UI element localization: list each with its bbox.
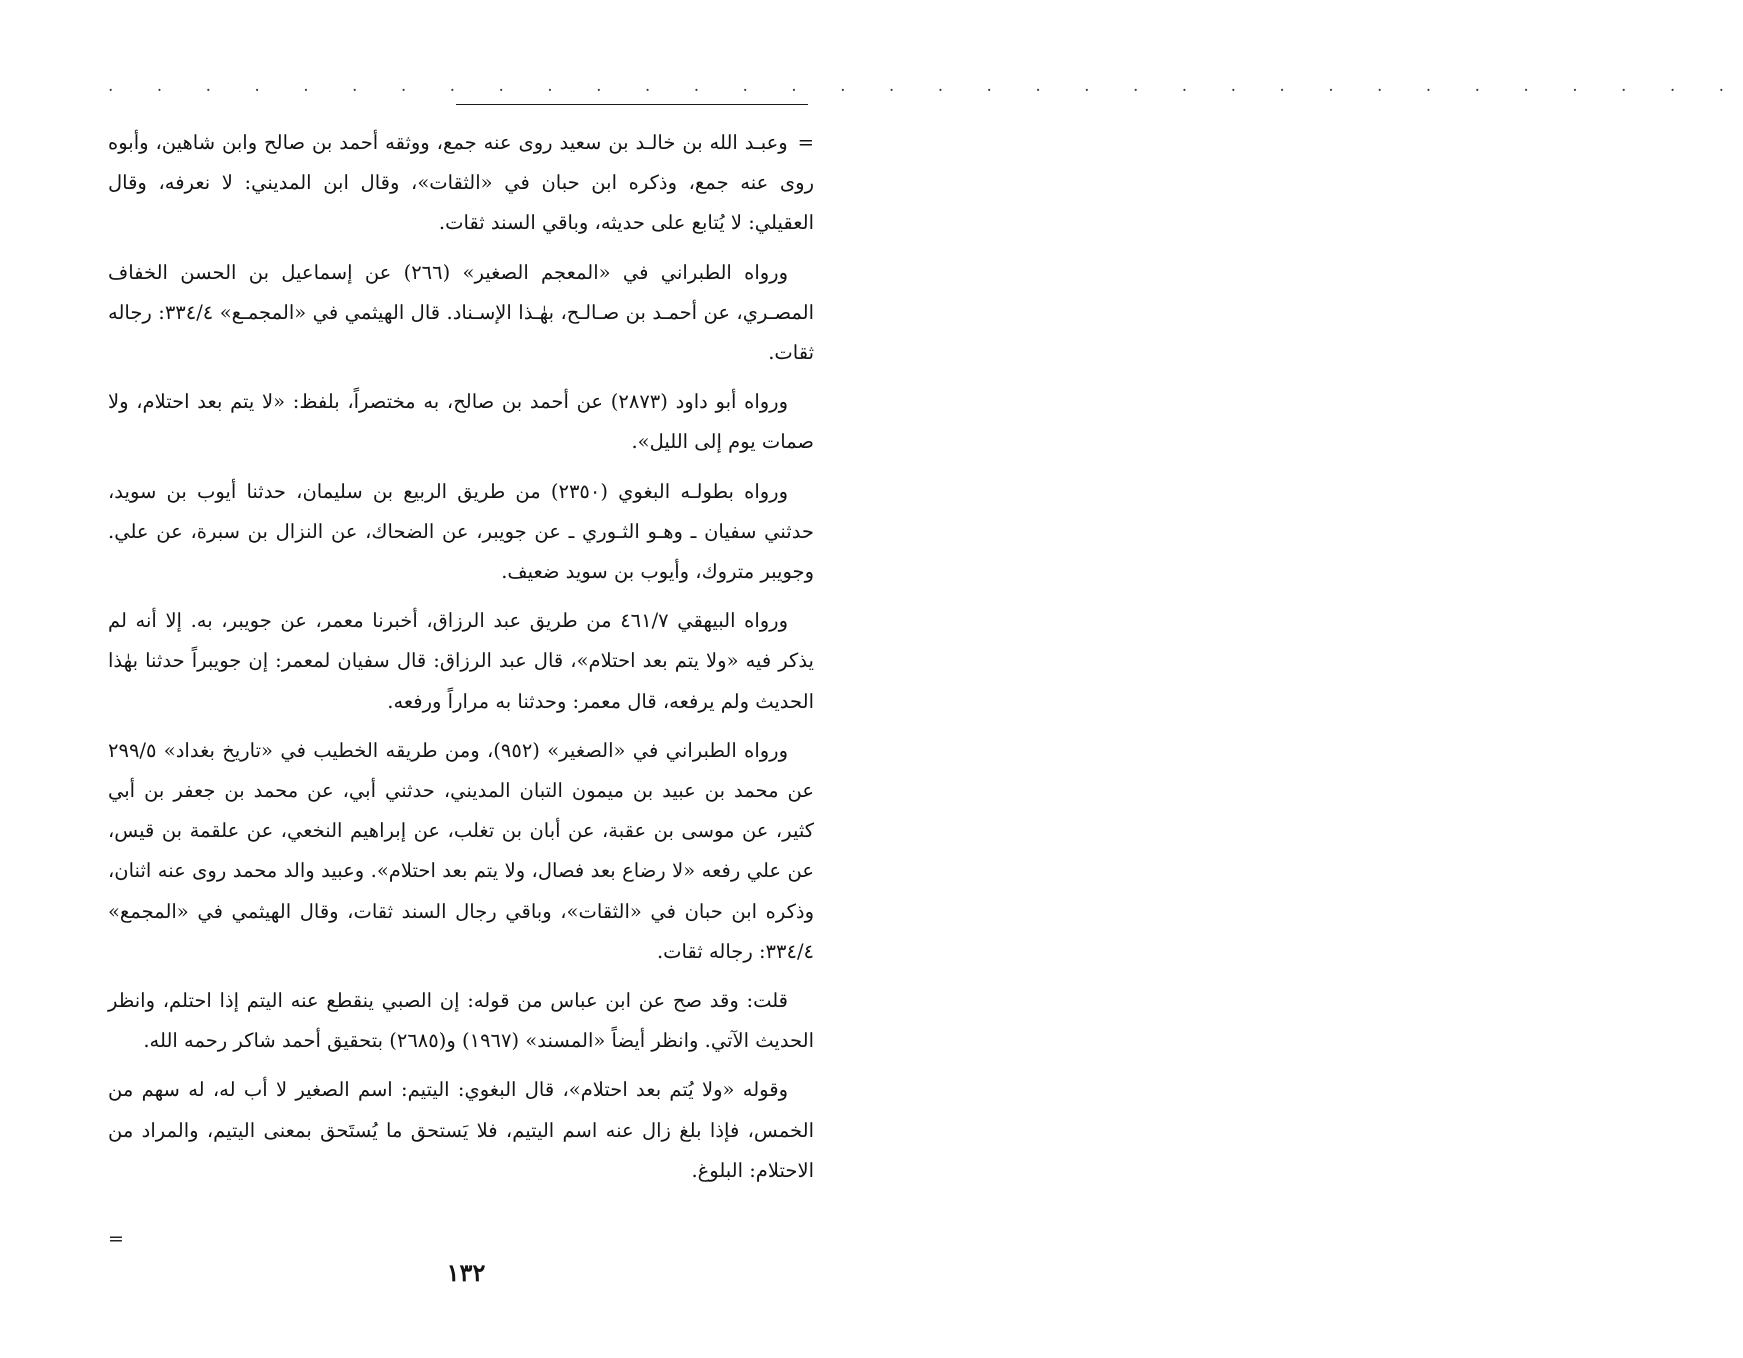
footnote-paragraph: ورواه أبو داود (٢٨٧٣) عن أحمد بن صالح، به مختصراً، بلفظ: «لا يتم بعد احتلام، ولا صمات يوم إلى الليل». — [108, 390, 814, 454]
header-dots: . . . . . . . . . . . . . . . . . . . . . . . . . . . . . . . . . . — [108, 76, 1743, 96]
footnote-paragraph: ورواه بطولـه البغوي (٢٣٥٠) من طريق الربيع بن سليمان، حدثنا أيوب بن سويد، حدثني سفيان ـ وهـو الثـوري ـ عن جويبر، عن الضحاك، عن النزال بن سبرة، عن علي. وجويبر متروك، وأيوب بن سويد ضعيف. — [108, 479, 814, 584]
footnote-paragraph: ورواه الطبراني في «الصغير» (٩٥٢)، ومن طريقه الخطيب في «تاريخ بغداد» ٢٩٩/٥ عن محمد بن عبيد بن ميمون التبان المديني، حدثني أبي، عن محمد بن جعفر بن أبي كثير، عن موسى بن عقبة، عن أبان بن تغلب، عن إبراهيم النخعي، عن علقمة بن قيس، عن علي رفعه «لا رضاع بعد فصال، ولا يتم بعد احتلام». وعبيد والد محمد روى عنه اثنان، وذكره ابن حبان في «الثقات»، وباقي رجال السند ثقات، وقال الهيثمي في «المجمع» ٣٣٤/٤: رجاله ثقات. — [108, 738, 814, 963]
footnote-paragraph — [108, 123, 814, 244]
footnote-paragraph: قلت: وقد صح عن ابن عباس من قوله: إن الصبي ينقطع عنه اليتم إذا احتلم، وانظر الحديث الآتي. وانظر أيضاً «المسند» (١٩٦٧) و(٢٦٨٥) بتحقيق أحمد شاكر رحمه الله. — [108, 989, 814, 1053]
page-number: ١٣٢ — [446, 1258, 486, 1287]
footnote-paragraph: ورواه البيهقي ٤٦١/٧ من طريق عبد الرزاق، أخبرنا معمر، عن جويبر، به. إلا أنه لم يذكر فيه «ولا يتم بعد احتلام»، قال عبد الرزاق: قال سفيان لمعمر: إن جويبراً حدثنا بهٰذا الحديث ولم يرفعه، قال معمر: وحدثنا به مراراً ورفعه. — [108, 609, 814, 713]
footnote-paragraph: وقوله «ولا يُتم بعد احتلام»، قال البغوي: اليتيم: اسم الصغير لا أب له، له سهم من الخمس، فإذا بلغ زال عنه اسم اليتيم، فلا يَستحق ما يُستَحق بمعنى اليتيم، والمراد من الاحتلام: البلوغ. — [108, 1078, 814, 1182]
footnote-paragraph: ورواه الطبراني في «المعجم الصغير» (٢٦٦) عن إسماعيل بن الحسن الخفاف المصـري، عن أحمـد بن صـالـح، بهٰـذا الإسـناد. قال الهيثمي في «المجمـع» ٣٣٤/٤: رجاله ثقات. — [108, 260, 814, 365]
header-rule — [456, 104, 808, 105]
trailing-continuation-mark: = — [108, 1228, 124, 1250]
continuation-mark: = — [797, 131, 814, 154]
footnote-body — [108, 123, 814, 1200]
paragraph-text: وعبـد الله بن خالـد بن سعيد روى عنه جمع، ووثقه أحمد بن صالح وابن شاهين، وأبوه روى عنه جمع، وذكره ابن حبان في «الثقات»، وقال ابن المديني: لا نعرفه، وقال العقيلي: لا يُتابع على حديثه، وباقي السند ثقات. — [108, 131, 814, 235]
